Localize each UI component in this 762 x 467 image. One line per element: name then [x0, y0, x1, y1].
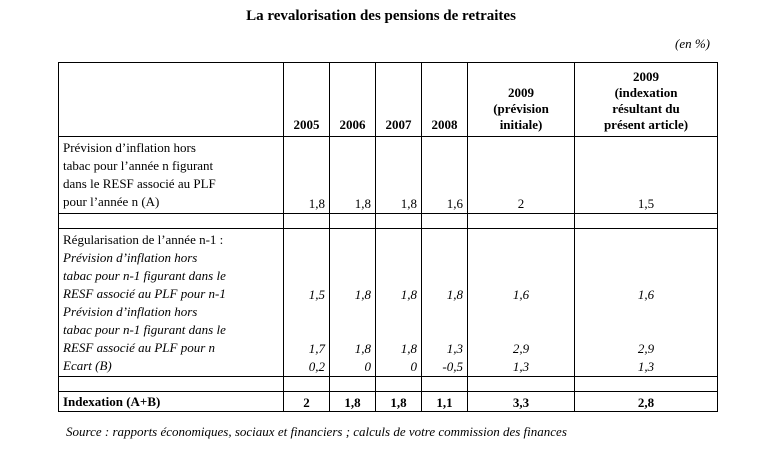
unit-note: (en %) — [674, 36, 710, 51]
header-row — [59, 63, 718, 137]
source-note: Source : rapports économiques, sociaux et financiers ; calculs de votre commission des finances — [66, 424, 567, 439]
row-a-2008: 1,6 — [422, 137, 468, 214]
spacer-row-1 — [59, 214, 718, 229]
row-a-label: Prévision d’inflation hors tabac pour l’année n figurant dans le RESF associé au PLF pour l’année n (A) — [59, 137, 284, 214]
row-b — [59, 229, 718, 377]
total-2007: 1,8 — [376, 392, 422, 412]
pension-table — [58, 62, 718, 412]
header-2005: 2005 — [284, 63, 330, 137]
row-a — [59, 137, 718, 214]
row-a-2007: 1,8 — [376, 137, 422, 214]
total-2006: 1,8 — [330, 392, 376, 412]
row-b-2008: 1,8 1,3 -0,5 — [422, 229, 468, 377]
header-blank — [59, 63, 284, 137]
header-2009-initial: 2009 (prévision initiale) — [468, 63, 575, 137]
header-2008: 2008 — [422, 63, 468, 137]
spacer-row-2 — [59, 377, 718, 392]
row-a-2009-initial: 2 — [468, 137, 575, 214]
total-2005: 2 — [284, 392, 330, 412]
row-b-2009-article: 1,6 2,9 1,3 — [575, 229, 718, 377]
header-2009-article: 2009 (indexation résultant du présent article) — [575, 63, 718, 137]
total-label: Indexation (A+B) — [59, 392, 284, 412]
row-b-2006: 1,8 1,8 0 — [330, 229, 376, 377]
row-a-2006: 1,8 — [330, 137, 376, 214]
row-a-2009-article: 1,5 — [575, 137, 718, 214]
header-2006: 2006 — [330, 63, 376, 137]
page-title: La revalorisation des pensions de retraites — [246, 8, 516, 24]
total-2008: 1,1 — [422, 392, 468, 412]
row-b-label: Régularisation de l’année n-1 : Prévision d’inflation hors tabac pour n-1 figurant dans le RESF associé au PLF pour n-1 Prévision d’inflation hors tabac pour n-1 figurant dans le RESF associé au PLF pour n Ecart (B) — [59, 229, 284, 377]
total-row — [59, 392, 718, 412]
row-b-2009-initial: 1,6 2,9 1,3 — [468, 229, 575, 377]
total-2009-initial: 3,3 — [468, 392, 575, 412]
row-b-2007: 1,8 1,8 0 — [376, 229, 422, 377]
row-b-2005: 1,5 1,7 0,2 — [284, 229, 330, 377]
header-2007: 2007 — [376, 63, 422, 137]
total-2009-article: 2,8 — [575, 392, 718, 412]
row-a-2005: 1,8 — [284, 137, 330, 214]
